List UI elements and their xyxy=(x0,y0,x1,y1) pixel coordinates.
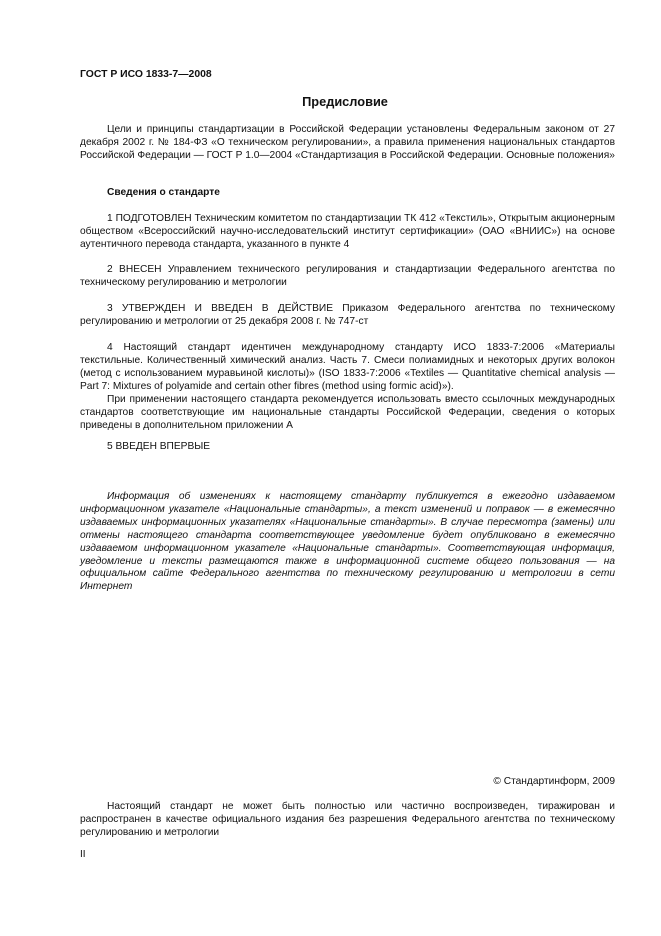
item-3-paragraph: 3 УТВЕРЖДЕН И ВВЕДЕН В ДЕЙСТВИЕ Приказом Федерального агентства по техническому регулированию и метрологии от 25 декабря 2008 г. № 747-ст xyxy=(80,303,615,327)
item-5-paragraph: 5 ВВЕДЕН ВПЕРВЫЕ xyxy=(107,441,211,452)
document-code: ГОСТ Р ИСО 1833-7—2008 xyxy=(80,69,212,80)
section-heading: Сведения о стандарте xyxy=(107,187,220,198)
info-notice: Информация об изменениях к настоящему стандарту публикуется в ежегодно издаваемом информационном указателе «Национальные стандарты», а текст изменений и поправок — в ежемесячно издаваемых информационных указателях «Национальные стандарты». В случае пересмотра (замены) или отмены настоящего стандарта соответствующее уведомление будет опубликовано в ежемесячно издаваемом информационном указателе «Национальные стандарты». Соответствующая информация, уведомление и тексты размещаются также в информационной системе общего пользования — на официальном сайте Федерального агентства по техническому регулированию и метрологии в сети Интернет xyxy=(80,491,615,593)
intro-paragraph: Цели и принципы стандартизации в Российской Федерации установлены Федеральным законом от 27 декабря 2002 г. № 184-ФЗ «О техническом регулировании», а правила применения национальных стандартов Российской Федерации — ГОСТ Р 1.0—2004 «Стандартизация в Российской Федерации. Основные положения» xyxy=(80,124,615,161)
item-4-note-paragraph: При применении настоящего стандарта рекомендуется использовать вместо ссылочных международных стандартов соответствующие им национальные стандарты Российской Федерации, сведения о которых приведены в дополнительном приложении А xyxy=(80,394,615,431)
copyright: © Стандартинформ, 2009 xyxy=(493,776,615,787)
item-1-paragraph: 1 ПОДГОТОВЛЕН Техническим комитетом по стандартизации ТК 412 «Текстиль», Открытым акционерным обществом «Всероссийский научно-исследовательский институт сертификации» (ОАО «ВНИИС») на основе аутентичного перевода стандарта, указанного в пункте 4 xyxy=(80,213,615,250)
page-number: II xyxy=(80,849,86,860)
item-2-paragraph: 2 ВНЕСЕН Управлением технического регулирования и стандартизации Федерального агентства по техническому регулированию и метрологии xyxy=(80,264,615,288)
page-title: Предисловие xyxy=(302,94,388,109)
item-4-paragraph: 4 Настоящий стандарт идентичен международному стандарту ИСО 1833-7:2006 «Материалы текстильные. Количественный химический анализ. Часть 7. Смеси полиамидных и некоторых других волокон (метод с использованием муравьиной кислоты)» (ISO 1833-7:2006 «Textiles — Quantitative chemical analysis — Part 7: Mixtures of polyamide and certain other fibres (method using formic acid)»). xyxy=(80,342,615,392)
reproduction-notice: Настоящий стандарт не может быть полностью или частично воспроизведен, тиражирован и распространен в качестве официального издания без разрешения Федерального агентства по техническому регулированию и метрологии xyxy=(80,801,615,838)
